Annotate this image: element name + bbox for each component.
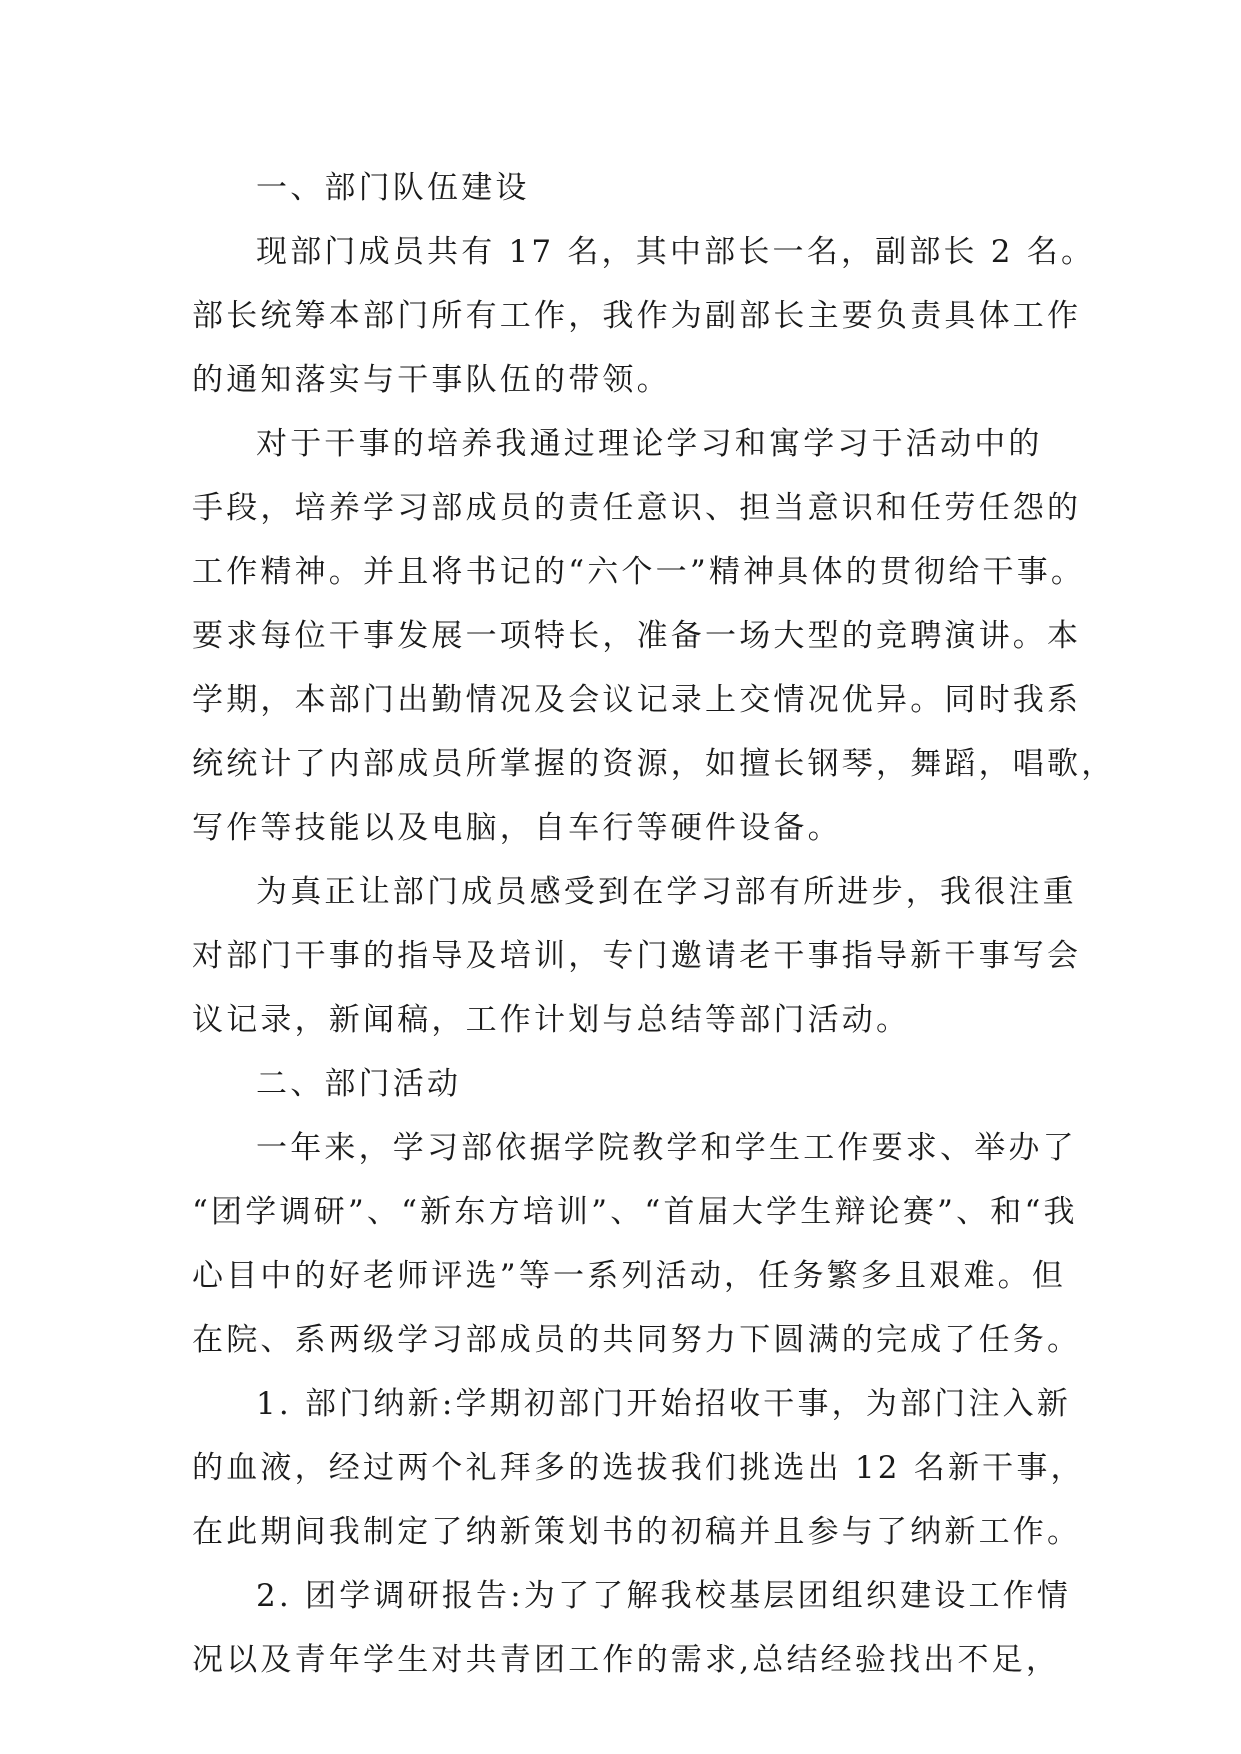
paragraph-line: 的血液，经过两个礼拜多的选拔我们挑选出 12 名新干事， [192,1450,1085,1486]
paragraph-line: 的通知落实与干事队伍的带领。 [192,362,671,398]
paragraph-line: 议记录，新闻稿，工作计划与总结等部门活动。 [192,1002,911,1038]
section-heading: 一、部门队伍建设 [256,170,530,206]
paragraph-line: 况以及青年学生对共青团工作的需求,总结经验找出不足， [192,1642,1061,1678]
paragraph-line: 2. 团学调研报告:为了了解我校基层团组织建设工作情 [256,1578,1072,1614]
paragraph-line: 对于干事的培养我通过理论学习和寓学习于活动中的 [256,426,1043,462]
paragraph-line: 心目中的好老师评选”等一系列活动，任务繁多且艰难。但 [192,1258,1067,1294]
paragraph-line: 统统计了内部成员所掌握的资源，如擅长钢琴，舞蹈，唱歌， [192,746,1116,782]
paragraph-line: 为真正让部门成员感受到在学习部有所进步，我很注重 [256,874,1077,910]
paragraph-line: 写作等技能以及电脑，自车行等硬件设备。 [192,810,842,846]
paragraph-line: 在此期间我制定了纳新策划书的初稿并且参与了纳新工作。 [192,1514,1082,1550]
paragraph-line: 学期，本部门出勤情况及会议记录上交情况优异。同时我系 [192,682,1082,718]
paragraph-line: 一年来，学习部依据学院教学和学生工作要求、举办了 [256,1130,1077,1166]
paragraph-line: 部长统筹本部门所有工作，我作为副部长主要负责具体工作 [192,298,1082,334]
paragraph-line: 现部门成员共有 17 名，其中部长一名，副部长 2 名。 [256,234,1096,270]
paragraph-line: 对部门干事的指导及培训，专门邀请老干事指导新干事写会 [192,938,1082,974]
paragraph-line: “团学调研”、“新东方培训”、“首届大学生辩论赛”、和“我 [192,1194,1078,1230]
section-heading: 二、部门活动 [256,1066,462,1102]
document-body [192,156,1116,1692]
paragraph-line: 要求每位干事发展一项特长，准备一场大型的竞聘演讲。本 [192,618,1082,654]
paragraph-line: 1. 部门纳新:学期初部门开始招收干事，为部门注入新 [256,1386,1072,1422]
paragraph-line: 在院、系两级学习部成员的共同努力下圆满的完成了任务。 [192,1322,1082,1358]
paragraph-line: 手段，培养学习部成员的责任意识、担当意识和任劳任怨的 [192,490,1082,526]
paragraph-line: 工作精神。并且将书记的“六个一”精神具体的贯彻给干事。 [192,554,1086,590]
